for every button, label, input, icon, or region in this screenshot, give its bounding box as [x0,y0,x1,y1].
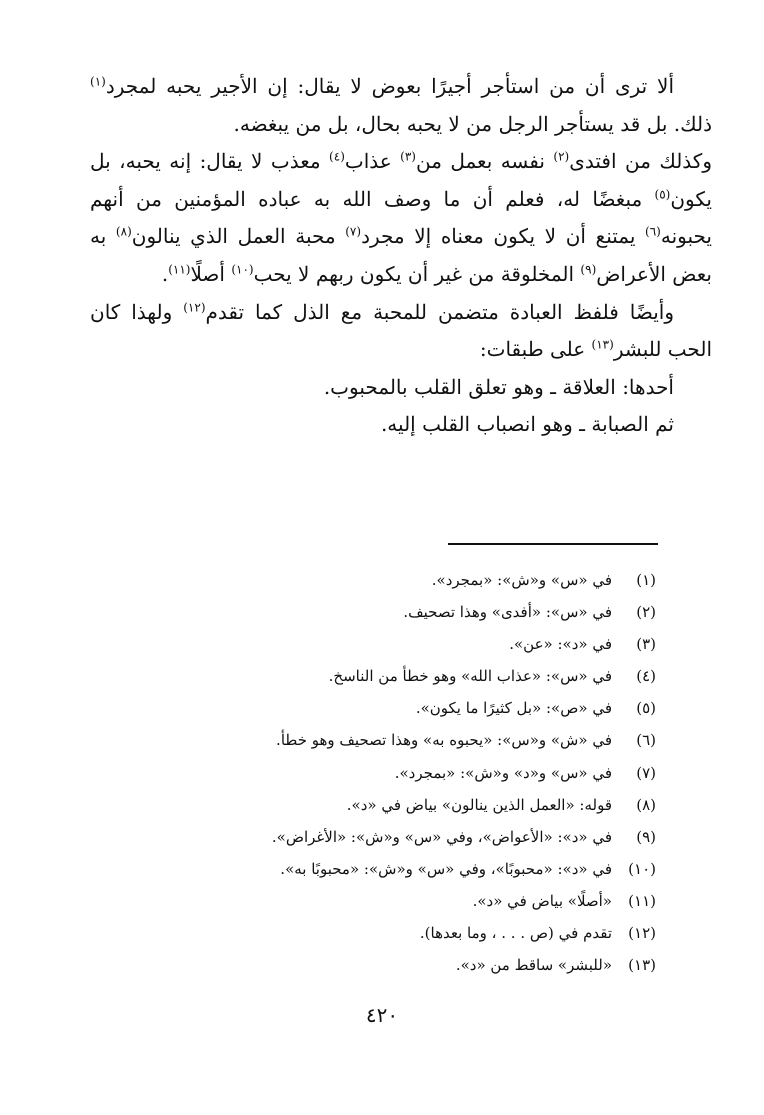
footnote-text: في «ش» و«س»: «يحبوه به» وهذا تصحيف وهو خطأ. [276,731,612,750]
paragraph-text: مبغضًا له، فعلم أن ما وصف الله به عباده المؤمنين من أنهم يحبونه [90,186,712,249]
footnote-ref-9: (٩) [580,262,597,277]
footnote-number: (١٠) [628,859,656,878]
paragraph-3 [90,294,712,369]
paragraph-text: على طبقات: [479,337,592,362]
footnote-12 [90,917,656,949]
paragraph-text: وكذلك من افتدى [569,149,712,174]
footnote-number: (٧) [636,763,656,782]
footnote-number: (١) [636,571,656,589]
footnote-number: (١١) [628,891,656,910]
footnote-13 [90,949,656,981]
footnote-number: (٢) [636,603,656,622]
paragraph-text: ألا ترى أن من استأجر أجيرًا بعوض لا يقال: إن الأجير يحبه لمجرد [105,74,674,98]
footnote-text: في «س»: «أفدى» وهذا تصحيف. [403,603,612,622]
paragraph-2 [90,143,712,293]
paragraph-text: . [161,261,169,286]
paragraph-text: محبة العمل الذي ينالون [131,224,346,249]
footnote-number: (٦) [636,731,656,750]
footnote-ref-2: (٢) [553,149,570,164]
footnote-text: تقدم في (ص . . . ، وما بعدها). [419,924,612,943]
paragraph-text: نفسه بعمل من [415,149,554,174]
paragraph-text: أصلًا [190,261,232,286]
footnote-7 [90,757,656,789]
footnote-text: «أصلًا» بياض في «د». [472,891,612,910]
paragraph-text: وأيضًا فلفظ العبادة متضمن للمحبة مع الذل كما تقدم [205,299,675,324]
footnote-text: قوله: «العمل الذين ينالون» بياض في «د». [346,795,612,814]
paragraph-text: عذاب [344,149,401,174]
footnote-text: في «س» و«ش»: «بمجرد». [431,571,612,589]
footnote-number: (٤) [636,667,656,686]
footnote-ref-3: (٣) [400,149,416,164]
footnote-ref-7: (٧) [345,224,362,239]
footnote-10 [90,853,656,885]
paragraph-text: يمتنع أن لا يكون معناه إلا مجرد [361,224,646,249]
paragraph-text: ولهذا كان الحب للبشر [90,299,712,362]
footnote-ref-4: (٤) [329,149,345,164]
paragraph-1 [90,68,712,143]
page-number: ٤٢٠ [365,1003,399,1027]
paragraph-text: المخلوقة من غير أن يكون ربهم لا يحب [253,261,581,286]
footnote-9 [90,821,656,853]
footnote-text: «للبشر» ساقط من «د». [455,956,612,975]
footnote-ref-10: (١٠) [231,262,254,277]
footnote-5 [90,692,656,724]
footnote-6 [90,724,656,756]
footnote-number: (١٢) [628,924,656,943]
footnote-4 [90,660,656,692]
footnote-ref-11: (١١) [168,262,191,277]
footnote-number: (٩) [636,827,656,846]
footnote-number: (٨) [636,795,656,814]
footnote-2 [90,596,656,628]
footnote-text: في «د»: «عن». [509,635,612,654]
list-item-2: ثم الصبابة ـ وهو انصباب القلب إليه. [380,412,674,437]
paragraph-text: معذب لا يقال: إنه يحبه، بل يكون [90,149,712,211]
footnote-number: (٥) [636,699,656,718]
footnote-ref-12: (١٢) [183,299,206,314]
footnote-number: (١٣) [628,956,656,975]
footnote-ref-8: (٨) [115,224,132,239]
footnote-text: في «د»: «الأعواض»، وفي «س» و«ش»: «الأغراض». [271,827,612,846]
footnote-ref-6: (٦) [645,224,661,239]
footnote-11 [90,885,656,917]
footnote-ref-5: (٥) [654,187,671,202]
footnote-text: في «د»: «محبوبًا»، وفي «س» و«ش»: «محبوبًا به». [280,859,612,878]
footnote-1 [90,564,656,596]
footnote-ref-13: (١٣) [591,337,614,352]
footnote-text: في «ص»: «بل كثيرًا ما يكون». [415,699,612,718]
footnote-number: (٣) [636,635,656,654]
main-text [90,68,712,444]
footnote-ref-1: (١) [90,74,106,89]
footnotes [90,564,656,981]
footnote-text: في «س» و«د» و«ش»: «بمجرد». [394,763,612,782]
list-item-1: أحدها: العلاقة ـ وهو تعلق القلب بالمحبوب. [323,374,674,399]
paragraph-text: به بعض الأعراض [90,224,712,286]
footnote-8 [90,789,656,821]
footnote-3 [90,628,656,660]
paragraph-text: ذلك. بل قد يستأجر الرجل من لا يحبه بحال، بل من يبغضه. [233,111,712,136]
footnote-text: في «س»: «عذاب الله» وهو خطأ من الناسخ. [328,667,612,686]
footnote-divider [448,543,658,545]
